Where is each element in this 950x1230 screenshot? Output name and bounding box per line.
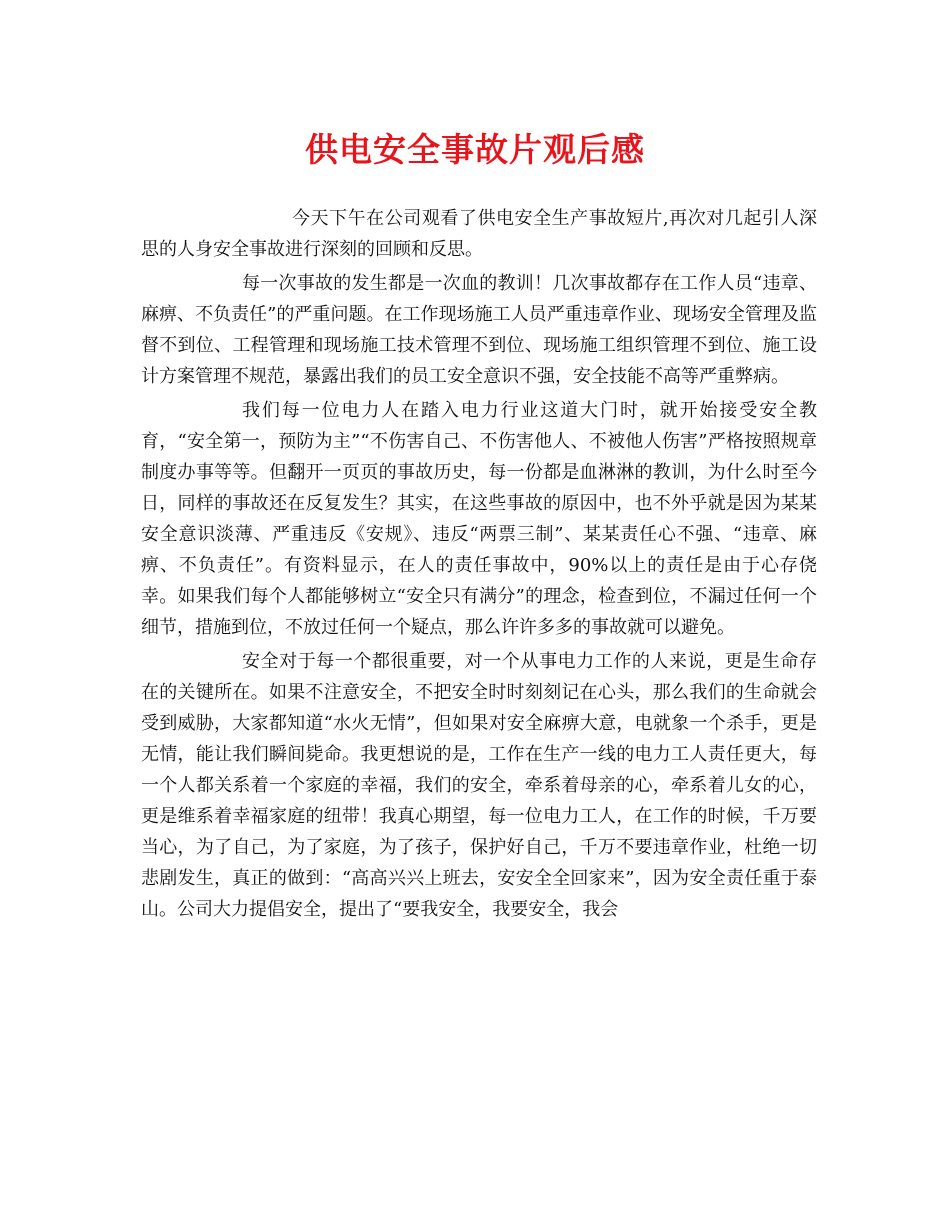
paragraph-3: 我们每一位电力人在踏入电力行业这道大门时，就开始接受安全教育，“安全第一，预防为主”“不伤害自己、不伤害他人、不被他人伤害”严格按照规章制度办事等等。但翻开一页页的事故历史，每一份都是血淋淋的教训，为什么时至今日，同样的事故还在反复发生？其实，在这些事故的原因中，也不外乎就是因为某某安全意识淡薄、严重违反《安规》、违反“两票三制”、某某责任心不强、“违章、麻痹、不负责任”。有资料显示，在人的责任事故中，90%以上的责任是由于心存侥幸。如果我们每个人都能够树立“安全只有满分”的理念，检查到位，不漏过任何一个细节，措施到位，不放过任何一个疑点，那么许许多多的事故就可以避免。 bbox=[141, 400, 817, 638]
paragraph-1: 今天下午在公司观看了供电安全生产事故短片,再次对几起引人深思的人身安全事故进行深刻的回顾和反思。 bbox=[141, 208, 817, 260]
paragraph-4: 安全对于每一个都很重要，对一个从事电力工作的人来说，更是生命存在的关键所在。如果不注意安全，不把安全时时刻刻记在心头，那么我们的生命就会受到威胁，大家都知道“水火无情”，但如果对安全麻痹大意，电就象一个杀手，更是无情，能让我们瞬间毙命。我更想说的是，工作在生产一线的电力工人责任更大，每一个人都关系着一个家庭的幸福，我们的安全，牵系着母亲的心，牵系着儿女的心，更是维系着幸福家庭的纽带！我真心期望，每一位电力工人，在工作的时候，千万要当心，为了自己，为了家庭，为了孩子，保护好自己，千万不要违章作业，杜绝一切悲剧发生，真正的做到：“高高兴兴上班去，安安全全回家来”，因为安全责任重于泰山。公司大力提倡安全，提出了“要我安全，我要安全，我会 bbox=[141, 651, 817, 920]
paragraph-2: 每一次事故的发生都是一次血的教训！几次事故都存在工作人员“违章、麻痹、不负责任”的严重问题。在工作现场施工人员严重违章作业、现场安全管理及监督不到位、工程管理和现场施工技术管理不到位、现场施工组织管理不到位、施工设计方案管理不规范，暴露出我们的员工安全意识不强，安全技能不高等严重弊病。 bbox=[141, 273, 817, 387]
document-body bbox=[141, 203, 817, 928]
document-title: 供电安全事故片观后感 bbox=[305, 130, 645, 169]
